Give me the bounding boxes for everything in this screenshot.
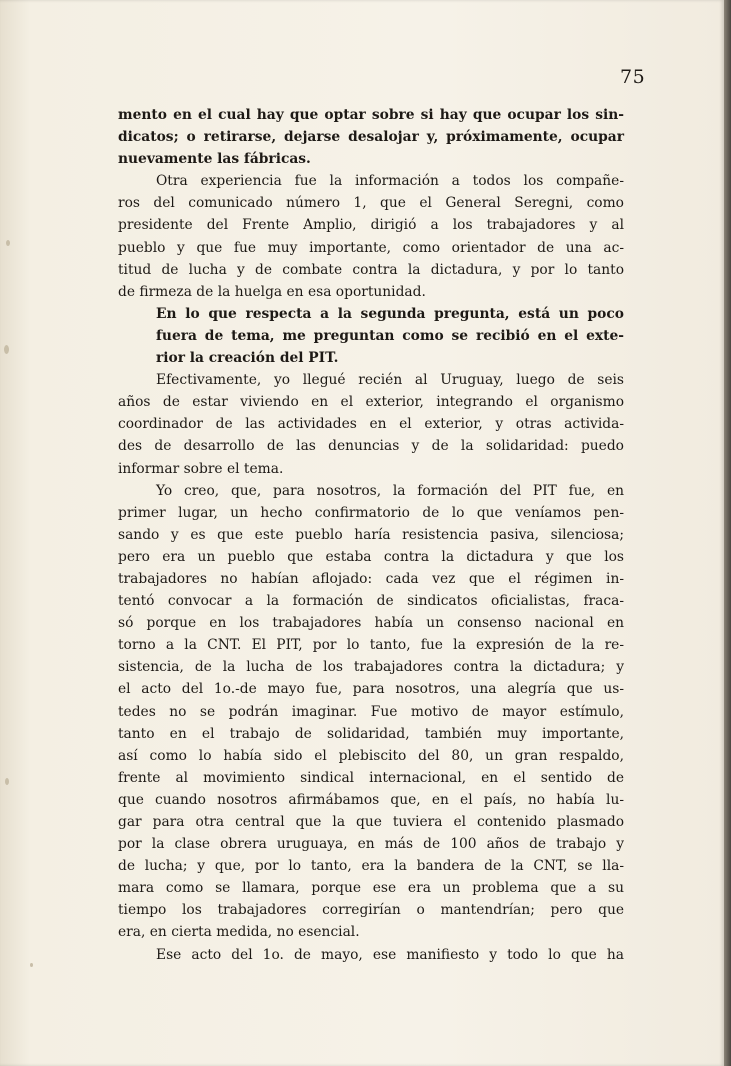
- text-line: trabajadores no habían aflojado: cada vez que el régimen in-: [118, 570, 624, 587]
- text-line: frente al movimiento sindical internacional, en el sentido de: [118, 769, 624, 786]
- text-line: primer lugar, un hecho confirmatorio de lo que veníamos pen-: [118, 504, 624, 521]
- text-line: gar para otra central que la que tuviera el contenido plasmado: [118, 814, 624, 830]
- text-line: titud de lucha y de combate contra la dictadura, y por lo tanto: [118, 261, 624, 278]
- text-line: ros del comunicado número 1, que el General Seregni, como: [118, 195, 624, 212]
- text-line: que cuando nosotros afirmábamos que, en el país, no había lu-: [118, 791, 624, 808]
- text-line: tanto en el trabajo de solidaridad, también muy importante,: [118, 725, 624, 742]
- text-line: mara como se llamara, porque ese era un problema que a su: [118, 880, 624, 897]
- text-line: informar sobre el tema.: [118, 460, 284, 477]
- text-line: só porque en los trabajadores había un consenso nacional en: [118, 615, 624, 632]
- text-line: sando y es que este pueblo haría resistencia pasiva, silenciosa;: [118, 526, 624, 543]
- text-line: presidente del Frente Amplio, dirigió a los trabajadores y al: [118, 217, 624, 234]
- paper-spot: [30, 963, 33, 967]
- text-line: tedes no se podrán imaginar. Fue motivo de mayor estímulo,: [118, 703, 624, 720]
- page-number: 75: [620, 66, 646, 88]
- body-text: [118, 104, 624, 966]
- text-line: tiempo los trabajadores corregirían o mantendrían; pero que: [118, 902, 624, 919]
- text-line: nuevamente las fábricas.: [118, 151, 311, 168]
- text-line: Yo creo, que, para nosotros, la formación del PIT fue, en: [156, 482, 624, 499]
- paper-spot: [4, 345, 9, 354]
- page-edge: [724, 0, 731, 1066]
- text-line: de lucha; y que, por lo tanto, era la bandera de la CNT, se lla-: [118, 858, 624, 875]
- text-line: En lo que respecta a la segunda pregunta, está un poco: [156, 305, 624, 322]
- text-line: pueblo y que fue muy importante, como orientador de una ac-: [118, 239, 624, 256]
- text-line: era, en cierta medida, no esencial.: [118, 924, 360, 941]
- text-line: coordinador de las actividades en el exterior, y otras activida-: [118, 416, 624, 433]
- text-line: Ese acto del 1o. de mayo, ese manifiesto y todo lo que ha: [156, 946, 624, 963]
- text-line: Otra experiencia fue la información a todos los compañe-: [156, 173, 624, 190]
- text-line: pero era un pueblo que estaba contra la dictadura y que los: [118, 548, 624, 565]
- text-line: mento en el cual hay que optar sobre si hay que ocupar los sin-: [118, 107, 624, 123]
- text-line: años de estar viviendo en el exterior, integrando el organismo: [118, 394, 624, 411]
- text-line: Efectivamente, yo llegué recién al Uruguay, luego de seis: [156, 372, 624, 389]
- text-line: des de desarrollo de las denuncias y de la solidaridad: puedo: [118, 438, 624, 455]
- text-line: fuera de tema, me preguntan como se recibió en el exte-: [156, 327, 624, 344]
- text-line: torno a la CNT. El PIT, por lo tanto, fue la expresión de la re-: [118, 637, 624, 654]
- text-line: rior la creación del PIT.: [156, 350, 339, 367]
- text-line: por la clase obrera uruguaya, en más de 100 años de trabajo y: [118, 836, 624, 853]
- paper-spot: [6, 240, 10, 246]
- text-line: de firmeza de la huelga en esa oportunidad.: [118, 283, 426, 300]
- text-line: tentó convocar a la formación de sindicatos oficialistas, fraca-: [118, 593, 624, 610]
- text-line: dicatos; o retirarse, dejarse desalojar y, próximamente, ocupar: [118, 129, 624, 146]
- text-line: así como lo había sido el plebiscito del 80, un gran respaldo,: [118, 747, 624, 764]
- text-line: el acto del 1o.-de mayo fue, para nosotros, una alegría que us-: [118, 681, 624, 698]
- paper-spot: [5, 778, 9, 785]
- text-line: sistencia, de la lucha de los trabajadores contra la dictadura; y: [118, 659, 624, 676]
